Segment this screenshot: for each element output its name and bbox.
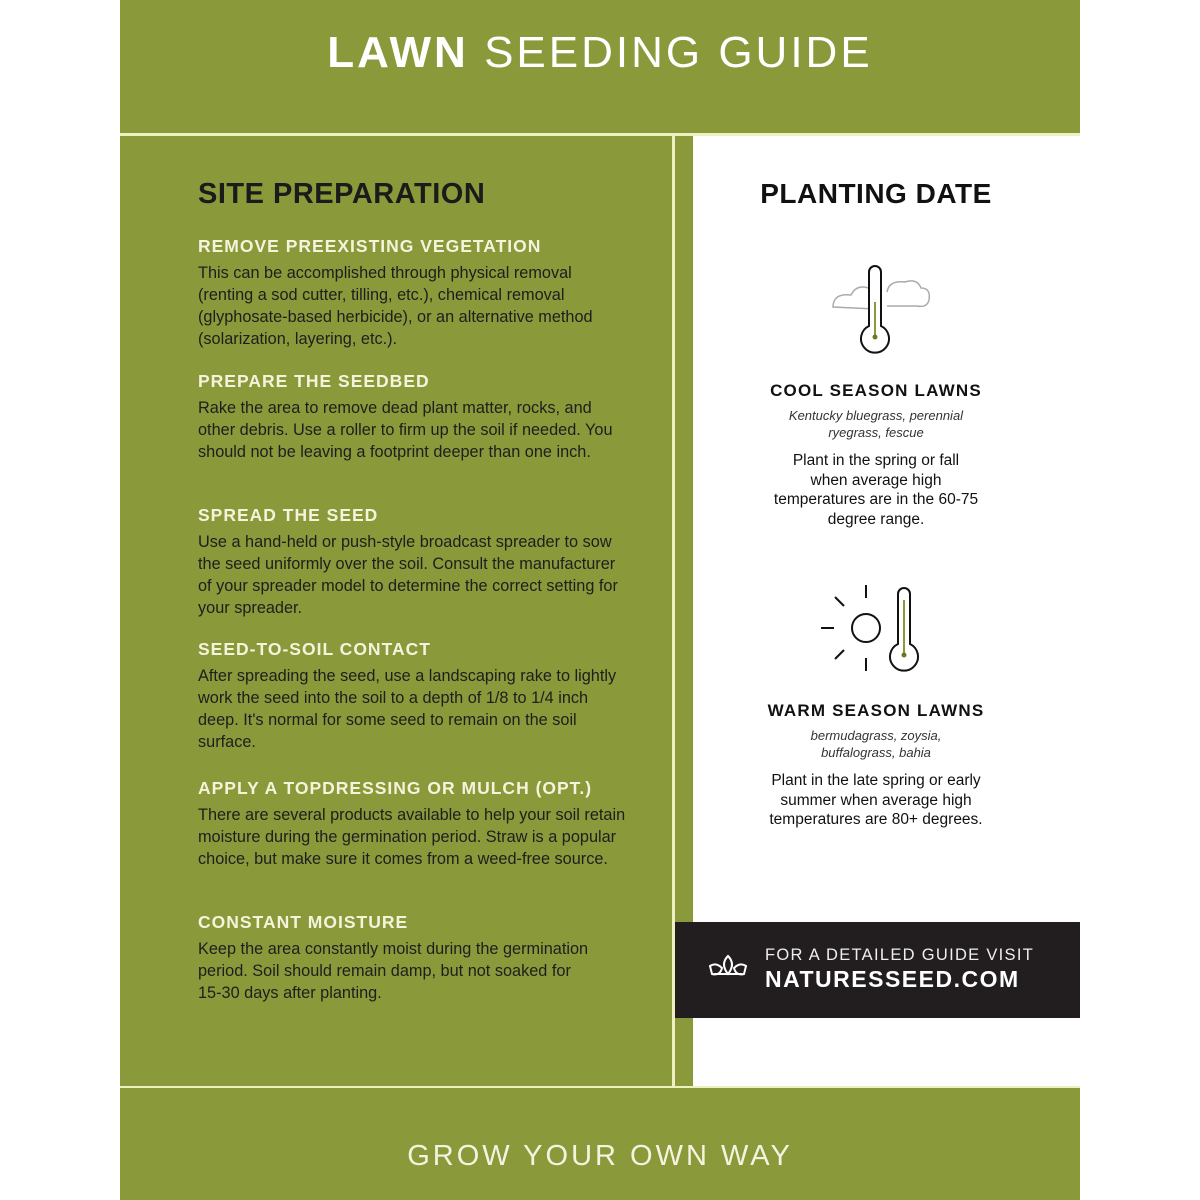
page-title [120, 28, 1080, 78]
warm-season-body: Plant in the late spring or early summer when average high temperatures are 80+ degrees. [769, 772, 983, 828]
banner-line1: FOR A DETAILED GUIDE VISIT [765, 946, 1035, 964]
section [198, 637, 628, 753]
section-body: There are several products available to help your soil retain moisture during the germination period. Straw is a popular choice, but make sure it comes from a weed-free source. [198, 806, 626, 868]
planting-date-heading: PLANTING DATE [760, 178, 992, 209]
title-bold: LAWN [327, 28, 469, 77]
thermometer-cloud-icon [825, 262, 935, 357]
section-title: SPREAD THE SEED [198, 505, 379, 525]
cool-season-body: Plant in the spring or fall when average high temperatures are in the 60-75 degree range. [773, 452, 979, 528]
thermometer-sun-icon [818, 582, 928, 677]
section-body: This can be accomplished through physical removal (renting a sod cutter, tilling, etc.), chemical removal (glyphosate-based herbicide), or an alternative method (solarization, layering, etc.). [198, 264, 593, 348]
section [198, 369, 628, 463]
section-title: REMOVE PREEXISTING VEGETATION [198, 236, 542, 256]
section-title: SEED-TO-SOIL CONTACT [198, 639, 431, 659]
section [198, 910, 598, 1004]
section-body: Keep the area constantly moist during the germination period. Soil should remain damp, but not soaked for 15-30 days after planting. [198, 940, 589, 1002]
section-body: After spreading the seed, use a landscaping rake to lightly work the seed into the soil to a depth of 1/8 to 1/4 inch deep. It's normal for some seed to remain on the soil surface. [198, 667, 617, 751]
website-link[interactable]: NATURESSEED.COM [765, 966, 1020, 992]
section [198, 234, 628, 350]
title-rest: SEEDING GUIDE [484, 28, 873, 77]
warm-season-grasses: bermudagrass, zoysia, buffalograss, bahia [810, 728, 942, 760]
section [198, 776, 628, 870]
section-body: Use a hand-held or push-style broadcast spreader to sow the seed uniformly over the soil. Consult the manufacturer of your spreader model to determine the correct setting for your spreader. [198, 533, 618, 617]
footer-slogan: GROW YOUR OWN WAY [407, 1140, 793, 1172]
section-title: PREPARE THE SEEDBED [198, 371, 430, 391]
leaf-logo-icon [708, 952, 748, 982]
cool-season-block [733, 381, 1019, 529]
cool-season-title: COOL SEASON LAWNS [770, 381, 982, 400]
warm-season-title: WARM SEASON LAWNS [767, 701, 985, 720]
warm-season-block [733, 701, 1019, 830]
section-body: Rake the area to remove dead plant matter, rocks, and other debris. Use a roller to firm up the soil if needed. You should not be leaving a footprint deeper than one inch. [198, 399, 613, 461]
section [198, 503, 628, 619]
section-title: APPLY A TOPDRESSING OR MULCH (OPT.) [198, 778, 593, 798]
cool-season-grasses: Kentucky bluegrass, perennial ryegrass, fescue [788, 408, 964, 440]
site-preparation-heading: SITE PREPARATION [198, 178, 486, 210]
section-title: CONSTANT MOISTURE [198, 912, 409, 932]
